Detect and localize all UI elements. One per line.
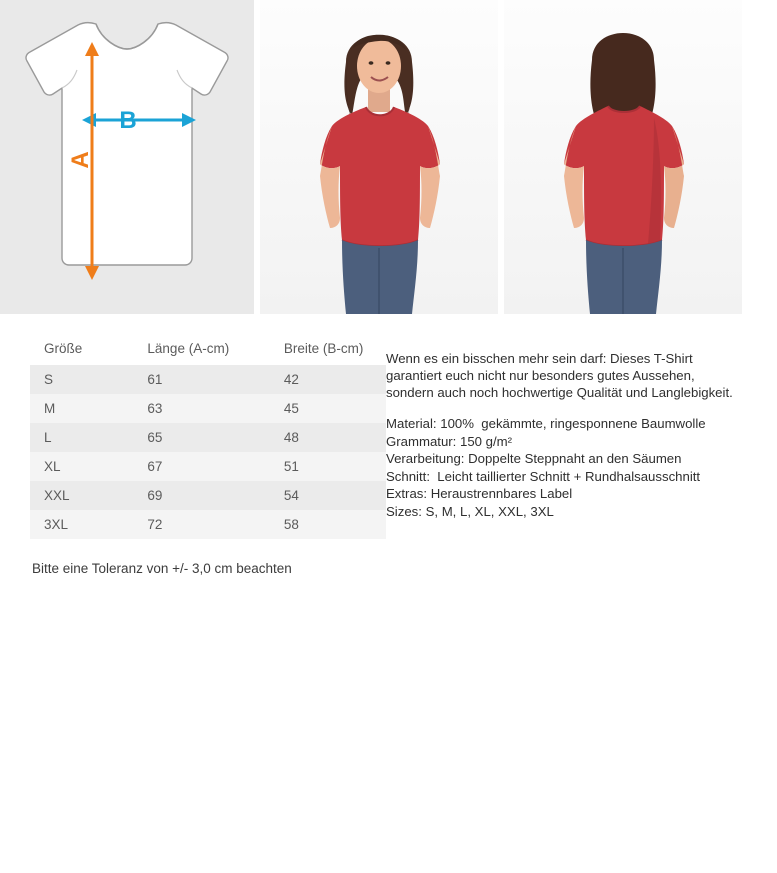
model-back-photo: [504, 0, 742, 314]
cell-size: L: [30, 423, 133, 452]
description-column: [360, 332, 760, 576]
cell-size: XXL: [30, 481, 133, 510]
model-front-photo: [260, 0, 498, 314]
description-paragraph: Wenn es ein bisschen mehr sein darf: Dieses T-Shirt garantiert euch nicht nur besonders gutes Aussehen, sondern auch noch hochwertige Qualität und Langlebigkeit.: [386, 351, 733, 400]
cell-length: 65: [133, 423, 269, 452]
product-image-row: [0, 0, 777, 314]
spec-schnitt: Schnitt: Leicht taillierter Schnitt + Rundhalsausschnitt: [386, 468, 701, 484]
cell-length: 63: [133, 394, 269, 423]
table-header-row: [30, 332, 386, 365]
table-row: [30, 394, 386, 423]
table-row: [30, 452, 386, 481]
cell-width: 51: [270, 452, 386, 481]
table-row: [30, 365, 386, 394]
diagram-label-b: B: [119, 107, 137, 134]
tolerance-note: Bitte eine Toleranz von +/- 3,0 cm beachten: [32, 561, 292, 576]
cell-length: 67: [133, 452, 269, 481]
diagram-label-a: A: [67, 151, 94, 169]
table-row: [30, 510, 386, 539]
cell-size: M: [30, 394, 133, 423]
cell-size: 3XL: [30, 510, 133, 539]
cell-width: 58: [270, 510, 386, 539]
size-diagram-panel: [0, 0, 254, 314]
table-row: [30, 423, 386, 452]
cell-width: 48: [270, 423, 386, 452]
table-header-width: Breite (B-cm): [270, 332, 386, 365]
cell-length: 72: [133, 510, 269, 539]
table-row: [30, 481, 386, 510]
table-header-length: Länge (A-cm): [133, 332, 269, 365]
size-table-column: [0, 332, 364, 576]
spec-material: Material: 100% gekämmte, ringesponnene Baumwolle: [386, 416, 706, 431]
cell-length: 69: [133, 481, 269, 510]
spec-grammatur: Grammatur: 150 g/m²: [386, 433, 513, 449]
cell-size: S: [30, 365, 133, 394]
cell-width: 54: [270, 481, 386, 510]
table-header-size: Größe: [30, 332, 133, 365]
spec-sizes: Sizes: S, M, L, XL, XXL, 3XL: [386, 503, 554, 519]
spec-verarbeitung: Verarbeitung: Doppelte Steppnaht an den Säumen: [386, 451, 682, 466]
cell-size: XL: [30, 452, 133, 481]
cell-length: 61: [133, 365, 269, 394]
product-details: [0, 314, 777, 576]
tshirt-measure-diagram: [0, 0, 254, 314]
cell-width: 45: [270, 394, 386, 423]
size-table: [30, 332, 386, 539]
cell-width: 42: [270, 365, 386, 394]
spec-extras: Extras: Heraustrennbares Label: [386, 486, 573, 501]
